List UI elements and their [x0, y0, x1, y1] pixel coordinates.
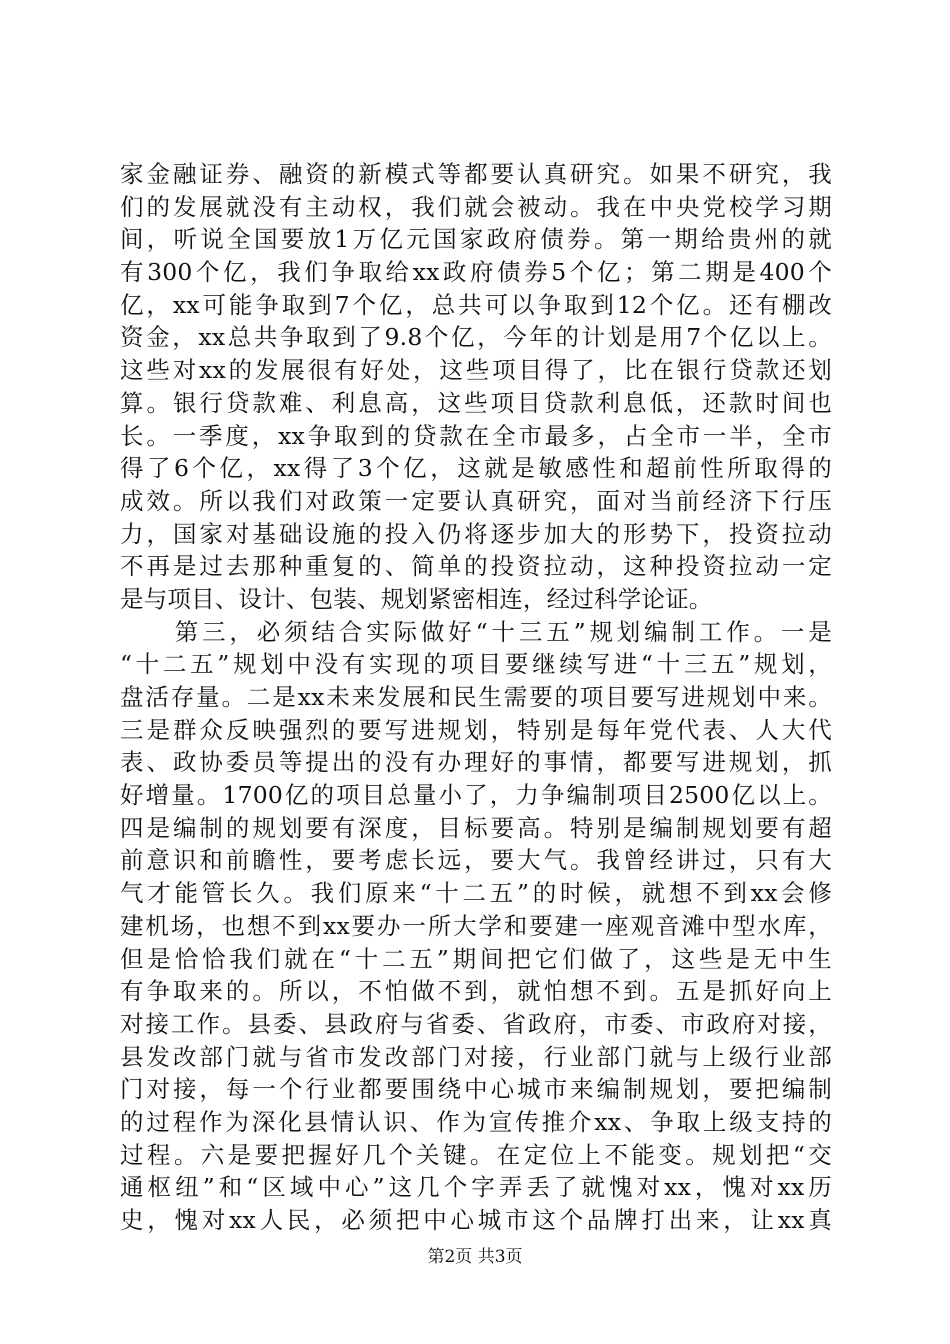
text-line: 盘活存量。二是xx未来发展和民生需要的项目要写进规划中来。	[120, 683, 832, 711]
text-line: 史，愧对xx人民，必须把中心城市这个品牌打出来，让xx真	[120, 1206, 832, 1234]
text-line: 是与项目、设计、包装、规划紧密相连，经过科学论证。	[120, 584, 713, 613]
text-line: 不再是过去那种重复的、简单的投资拉动，这种投资拉动一定	[120, 552, 832, 581]
text-line: 得了6个亿，xx得了3个亿，这就是敏感性和超前性所取得的	[120, 454, 832, 483]
text-line: 县发改部门就与省市发改部门对接，行业部门就与上级行业部	[120, 1042, 832, 1071]
text-line: “十二五”规划中没有实现的项目要继续写进“十三五”规划，	[120, 650, 832, 679]
text-line: 门对接，每一个行业都要围绕中心城市来编制规划，要把编制	[120, 1075, 832, 1104]
body-text	[120, 158, 832, 1237]
text-line: 建机场，也想不到xx要办一所大学和要建一座观音滩中型水库，	[120, 911, 832, 940]
text-line: 资金，xx总共争取到了9.8个亿，今年的计划是用7个亿以上。	[120, 323, 832, 352]
page-number-footer: 第2页 共3页	[427, 1247, 523, 1267]
text-line: 亿，xx可能争取到7个亿，总共可以争取到12个亿。还有棚改	[120, 290, 832, 319]
text-line: 第三，必须结合实际做好“十三五”规划编制工作。一是	[120, 617, 832, 646]
text-line: 成效。所以我们对政策一定要认真研究，面对当前经济下行压	[120, 486, 832, 515]
text-line: 好增量。1700亿的项目总量小了，力争编制项目2500亿以上。	[120, 781, 832, 810]
text-line: 的过程作为深化县情认识、作为宣传推介xx、争取上级支持的	[120, 1107, 832, 1136]
text-line: 前意识和前瞻性，要考虑长远，要大气。我曾经讲过，只有大	[120, 846, 832, 875]
text-line: 有300个亿，我们争取给xx政府债券5个亿；第二期是400个	[120, 258, 832, 287]
text-line: 表、政协委员等提出的没有办理好的事情，都要写进规划，抓	[120, 748, 832, 777]
text-line: 长。一季度，xx争取到的贷款在全市最多，占全市一半，全市	[120, 421, 832, 450]
text-line: 们的发展就没有主动权，我们就会被动。我在中央党校学习期	[120, 192, 832, 221]
text-line: 但是恰恰我们就在“十二五”期间把它们做了，这些是无中生	[120, 944, 832, 973]
text-line: 气才能管长久。我们原来“十二五”的时候，就想不到xx会修	[120, 879, 832, 908]
text-line: 有争取来的。所以，不怕做不到，就怕想不到。五是抓好向上	[120, 977, 832, 1006]
text-line: 三是群众反映强烈的要写进规划，特别是每年党代表、人大代	[120, 715, 832, 744]
text-line: 家金融证券、融资的新模式等都要认真研究。如果不研究，我	[120, 160, 832, 188]
text-line: 通枢纽”和“区域中心”这几个字弄丢了就愧对xx，愧对xx历	[120, 1173, 832, 1202]
text-line: 过程。六是要把握好几个关键。在定位上不能变。规划把“交	[120, 1140, 832, 1169]
text-line: 四是编制的规划要有深度，目标要高。特别是编制规划要有超	[120, 813, 832, 842]
text-line: 算。银行贷款难、利息高，这些项目贷款利息低，还款时间也	[120, 388, 832, 417]
text-line: 这些对xx的发展很有好处，这些项目得了，比在银行贷款还划	[120, 356, 832, 385]
text-line: 间，听说全国要放1万亿元国家政府债券。第一期给贵州的就	[120, 225, 832, 254]
text-line: 对接工作。县委、县政府与省委、省政府，市委、市政府对接，	[120, 1009, 832, 1038]
text-line: 力，国家对基础设施的投入仍将逐步加大的形势下，投资拉动	[120, 519, 832, 548]
